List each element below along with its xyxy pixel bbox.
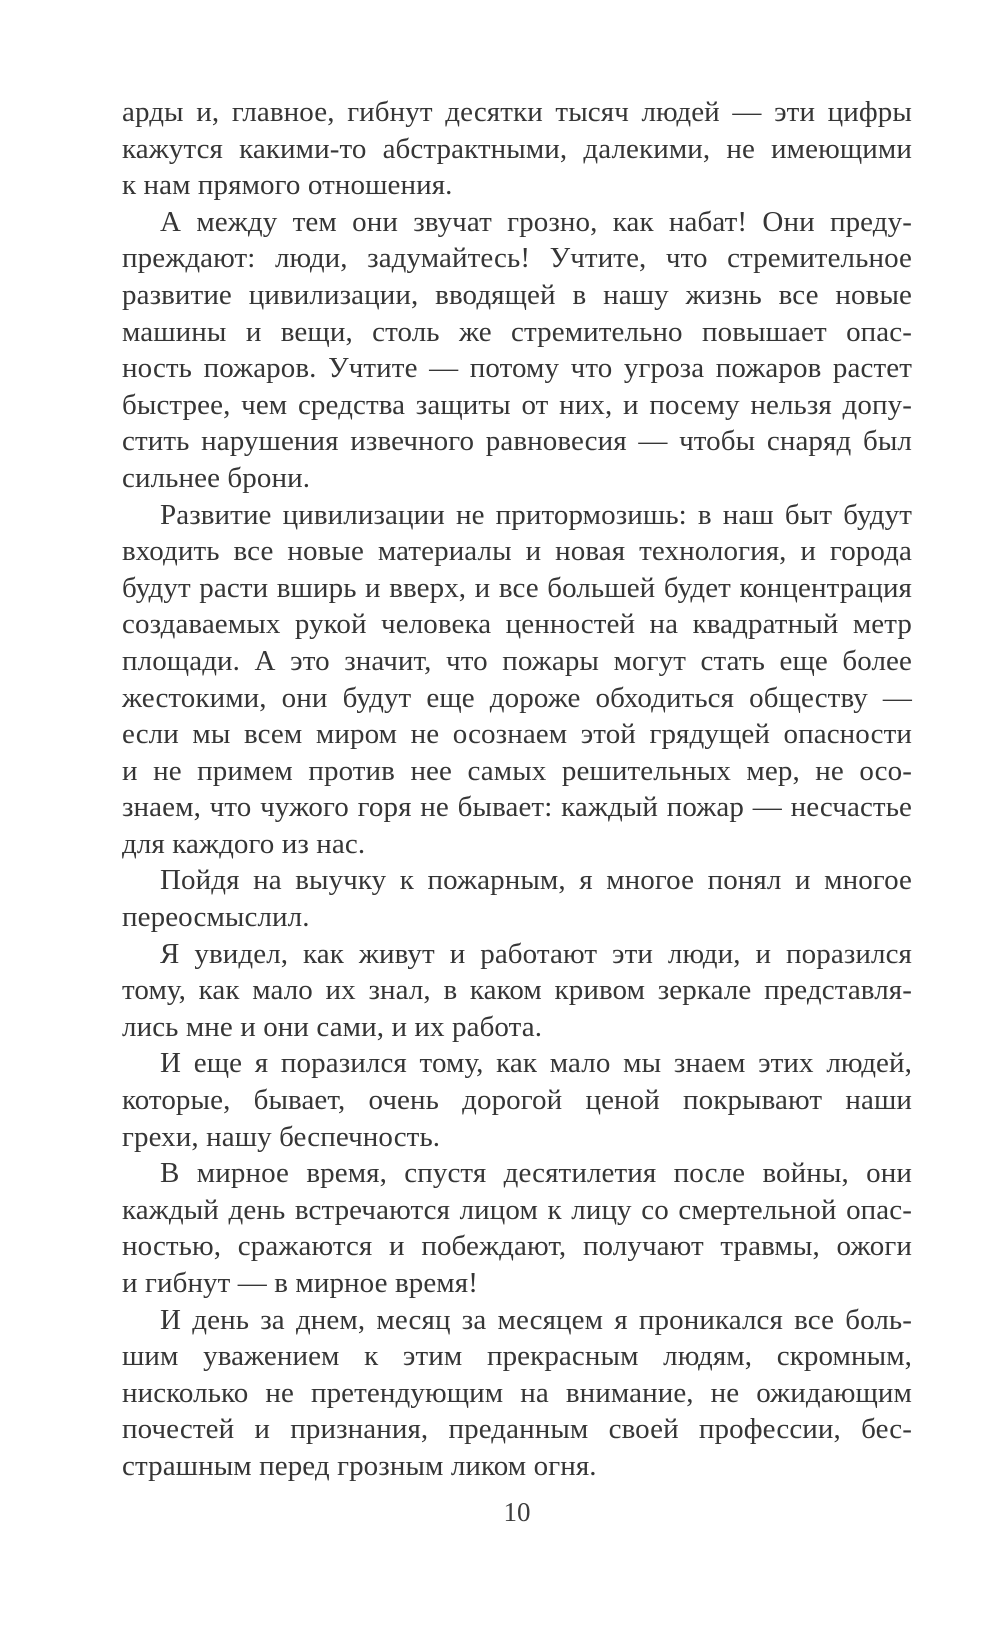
text-line: ностью, сражаются и побеждают, получают травмы, ожоги (122, 1230, 912, 1263)
text-line: шим уважением к этим прекрасным людям, скромным, (122, 1340, 912, 1373)
text-line: входить все новые материалы и новая технология, и города (122, 535, 912, 568)
text-line: будут расти вширь и вверх, и все большей будет концентрация (122, 571, 912, 604)
text-line: Пойдя на выучку к пожарным, я многое понял и многое (160, 864, 912, 897)
text-line: каждый день встречаются лицом к лицу со смертельной опас- (122, 1193, 912, 1226)
text-line: знаем, что чужого горя не бывает: каждый пожар — несчастье (122, 791, 912, 824)
text-line: И еще я поразился тому, как мало мы знаем этих людей, (160, 1047, 912, 1080)
text-line: стить нарушения извечного равновесия — чтобы снаряд был (122, 425, 912, 458)
text-line: Развитие цивилизации не притормозишь: в наш быт будут (160, 498, 912, 531)
text-line: почестей и признания, преданным своей профессии, бес- (122, 1413, 912, 1446)
text-line: лись мне и они сами, и их работа. (122, 1010, 543, 1043)
text-line: сильнее брони. (122, 461, 311, 494)
text-line: кажутся какими-то абстрактными, далекими, не имеющими (122, 132, 912, 165)
text-line: создаваемых рукой человека ценностей на квадратный метр (122, 608, 912, 641)
text-line: арды и, главное, гибнут десятки тысяч людей — эти цифры (122, 96, 912, 128)
text-line: площади. А это значит, что пожары могут стать еще более (122, 644, 912, 677)
text-line: В мирное время, спустя десятилетия после войны, они (160, 1157, 912, 1190)
text-line: машины и вещи, столь же стремительно повышает опас- (122, 315, 912, 348)
text-line: ность пожаров. Учтите — потому что угроза пожаров растет (122, 352, 912, 385)
text-line: грехи, нашу беспечность. (122, 1120, 441, 1153)
text-line: и не примем против нее самых решительных мер, не осо- (122, 754, 912, 787)
text-line: страшным перед грозным ликом огня. (122, 1449, 597, 1482)
text-line: если мы всем миром не осознаем этой грядущей опасности (122, 718, 912, 751)
text-line: нисколько не претендующим на внимание, не ожидающим (122, 1376, 912, 1409)
text-line: жестокими, они будут еще дороже обходиться обществу — (122, 681, 912, 714)
text-line: тому, как мало их знал, в каком кривом зеркале представля- (122, 974, 912, 1007)
text-line: преждают: люди, задумайтесь! Учтите, что стремительное (122, 242, 912, 275)
text-line: быстрее, чем средства защиты от них, и посему нельзя допу- (122, 388, 912, 421)
text-line: переосмыслил. (122, 901, 310, 934)
text-line: к нам прямого отношения. (122, 169, 453, 202)
text-line: развитие цивилизации, вводящей в нашу жизнь все новые (122, 278, 912, 311)
text-line: для каждого из нас. (122, 827, 366, 860)
text-line: которые, бывает, очень дорогой ценой покрывают наши (122, 1084, 912, 1117)
page-number: 10 (503, 1497, 531, 1527)
text-block (122, 94, 912, 1485)
text-line: И день за днем, месяц за месяцем я проникался все боль- (160, 1303, 912, 1336)
text-line: Я увидел, как живут и работают эти люди, и поразился (160, 937, 912, 970)
text-line: и гибнут — в мирное время! (122, 1267, 478, 1299)
text-line: А между тем они звучат грозно, как набат! Они преду- (160, 205, 912, 238)
